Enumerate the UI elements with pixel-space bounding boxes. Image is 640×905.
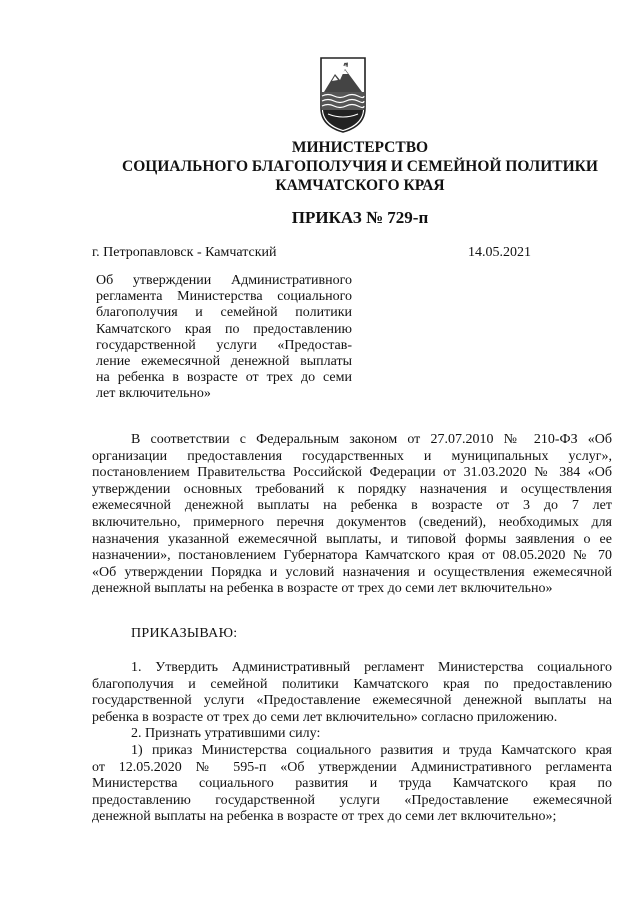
subject-line: Об утверждении Административного <box>96 273 352 288</box>
subject-line: Камчатского края по предоставлению <box>96 321 352 337</box>
item-line: от 12.05.2020 № 595-п «Об утверждении Административного регламента <box>92 759 612 775</box>
item-line: 1) приказ Министерства социального развития и труда Камчатского края <box>131 742 612 758</box>
item-line: денежной выплаты на ребенка в возрасте от трех до семи лет включительно»; <box>92 809 557 825</box>
subject-line: ление ежемесячной денежной выплаты <box>96 354 352 370</box>
item-line: 1. Утвердить Административный регламент Министерства социального <box>131 660 612 675</box>
order-date: 14.05.2021 <box>468 245 531 260</box>
subject-line: государственной услуги «Предостав- <box>96 337 352 353</box>
subject-line: лет включительно» <box>96 386 211 402</box>
city-label: г. Петропавловск - Камчатский <box>92 245 277 260</box>
ministry-name-line-1: МИНИСТЕРСТВО <box>291 139 429 156</box>
order-subject <box>96 273 352 403</box>
item-line: 2. Признать утратившими силу: <box>131 726 321 742</box>
preamble-line: денежной выплаты на ребенка в возрасте от трех до семи лет включительно» <box>92 581 553 597</box>
preamble-line: организации предоставления государственных и муниципальных услуг», <box>92 448 612 464</box>
order-directive-word: ПРИКАЗЫВАЮ: <box>131 626 238 641</box>
preamble-line: включительно, примерного перечня документов (сведений), необходимых для <box>92 514 612 530</box>
item-line: ребенка в возрасте от трех до семи лет включительно» согласно приложению. <box>92 709 558 725</box>
subject-line: регламента Министерства социального <box>96 289 352 305</box>
ministry-name-line-2: СОЦИАЛЬНОГО БЛАГОПОЛУЧИЯ И СЕМЕЙНОЙ ПОЛИТИКИ <box>122 158 598 175</box>
subject-line: благополучия и семейной политики <box>96 305 352 321</box>
preamble-line: назначения указанной ежемесячной выплаты, и типовой формы заявления о ее <box>92 531 612 547</box>
kamchatka-coat-of-arms-icon <box>318 56 368 134</box>
preamble-paragraph <box>92 432 612 598</box>
ministry-name-line-3: КАМЧАТСКОГО КРАЯ <box>275 177 445 194</box>
item-line: благополучия и семейной политики Камчатского края по предоставлению <box>92 676 612 692</box>
preamble-line: постановлением Правительства Российской Федерации от 31.03.2020 № 384 «Об <box>92 465 612 481</box>
preamble-line: «Об утверждении Порядка и условий назначения и осуществления ежемесячной <box>92 564 612 580</box>
item-line: Министерства социального развития и труда Камчатского края по <box>92 776 612 792</box>
preamble-line: ежемесячной денежной выплаты на ребенка в возрасте от 3 до 7 лет <box>92 498 612 514</box>
subject-line: на ребенка в возрасте от трех до семи <box>96 370 352 386</box>
order-items <box>92 660 612 826</box>
preamble-line: назначении», постановлением Губернатора Камчатского края от 08.05.2020 № 70 <box>92 548 612 564</box>
order-title: ПРИКАЗ № 729-п <box>291 208 429 227</box>
item-line: государственной услуги «Предоставление ежемесячной денежной выплаты на <box>92 693 612 709</box>
preamble-line: В соответствии с Федеральным законом от 27.07.2010 № 210-ФЗ «Об <box>131 432 612 447</box>
item-line: предоставлению государственной услуги «Предоставление ежемесячной <box>92 792 612 808</box>
preamble-line: утверждении основных требований к порядку назначения и осуществления <box>92 481 612 497</box>
